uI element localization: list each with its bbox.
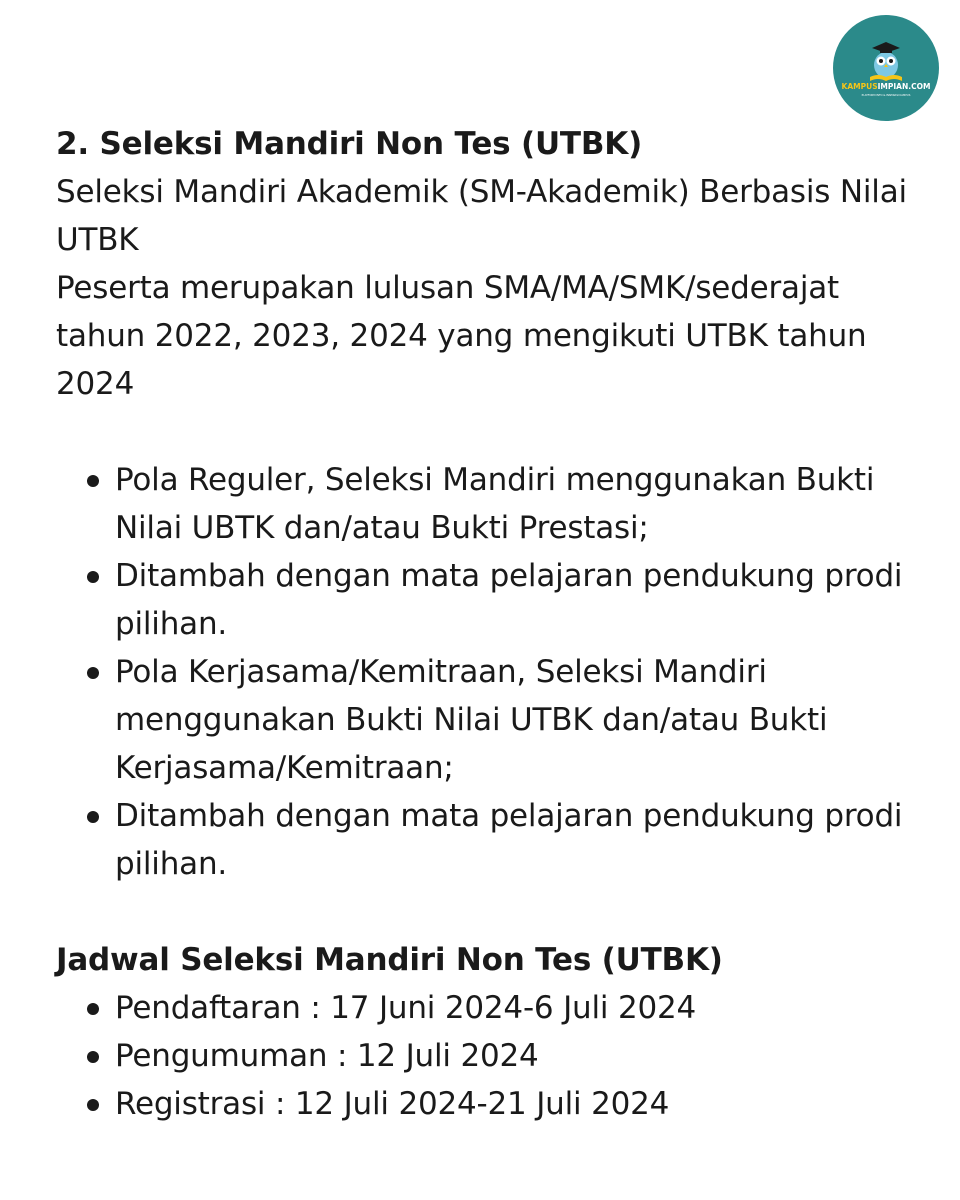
- schedule-list: [56, 984, 916, 1128]
- list-item: Pengumuman : 12 Juli 2024: [56, 1032, 916, 1080]
- section-heading: 2. Seleksi Mandiri Non Tes (UTBK): [56, 126, 643, 162]
- spacer: [56, 888, 916, 936]
- section-description: Peserta merupakan lulusan SMA/MA/SMK/sederajat tahun 2022, 2023, 2024 yang mengikuti UTBK tahun 2024: [56, 270, 867, 402]
- requirements-list: [56, 456, 916, 888]
- list-item: Ditambah dengan mata pelajaran pendukung prodi pilihan.: [56, 792, 916, 888]
- list-item: Pola Reguler, Seleksi Mandiri menggunakan Bukti Nilai UBTK dan/atau Bukti Prestasi;: [56, 456, 916, 552]
- owl-logo-icon: [833, 15, 939, 121]
- article-content: [56, 120, 916, 1128]
- list-item: Registrasi : 12 Juli 2024-21 Juli 2024: [56, 1080, 916, 1128]
- svg-text:KAMPUSIMPIAN.COM: [842, 82, 931, 91]
- schedule-heading: Jadwal Seleksi Mandiri Non Tes (UTBK): [56, 942, 723, 978]
- list-item: Pola Kerjasama/Kemitraan, Seleksi Mandiri menggunakan Bukti Nilai UTBK dan/atau Bukti Kerjasama/Kemitraan;: [56, 648, 916, 792]
- logo-tagline: PLATFORM INFO & INSPIRASI KAMPUS: [861, 94, 911, 97]
- logo-brand-impian: IMPIAN.COM: [877, 82, 931, 91]
- spacer: [56, 408, 916, 456]
- list-item: Ditambah dengan mata pelajaran pendukung prodi pilihan.: [56, 552, 916, 648]
- list-item: Pendaftaran : 17 Juni 2024-6 Juli 2024: [56, 984, 916, 1032]
- logo-brand-kampus: KAMPUS: [841, 82, 878, 91]
- kampus-impian-logo: [833, 15, 939, 121]
- section-subtitle: Seleksi Mandiri Akademik (SM-Akademik) Berbasis Nilai UTBK: [56, 174, 907, 258]
